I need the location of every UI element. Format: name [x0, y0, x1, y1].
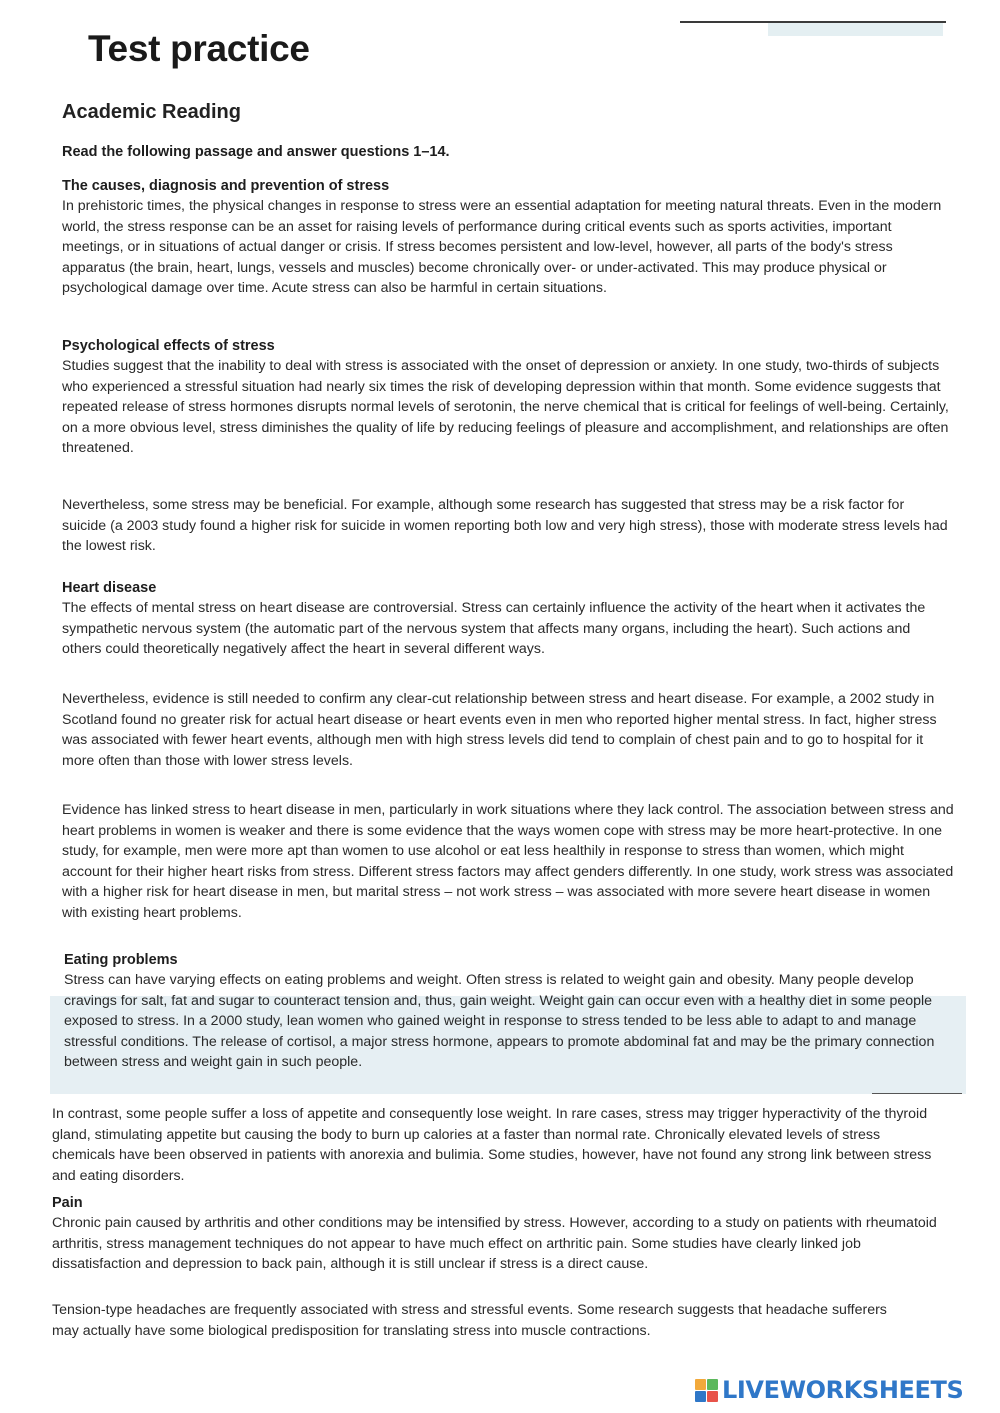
heading-heart-disease: Heart disease	[62, 580, 157, 596]
paragraph-causes-1: In prehistoric times, the physical changes in response to stress were an essential adaptation for meeting natural threats. Even in the modern world, the stress response can be an asset for raising levels of performance during critical events such as sports activities, important meetings, or in situations of actual danger or crisis. If stress becomes persistent and low-level, however, all parts of the body's stress apparatus (the brain, heart, lungs, vessels and muscles) become chronically over- or under-activated. This may produce physical or psychological damage over time. Acute stress can also be harmful in certain situations.	[62, 198, 942, 296]
page-title: Test practice	[88, 28, 310, 69]
heading-causes: The causes, diagnosis and prevention of stress	[62, 178, 390, 194]
paragraph-psychological-1: Studies suggest that the inability to deal with stress is associated with the onset of depression or anxiety. In one study, two-thirds of subjects who experienced a stressful situation had nearly six times the risk of developing depression within that month. Some evidence suggests that repeated release of stress hormones disrupts normal levels of serotonin, the nerve chemical that is critical for feelings of well-being. Certainly, on a more obvious level, stress diminishes the quality of life by reducing feelings of pleasure and accomplishment, and relationships are often threatened.	[62, 358, 949, 456]
paragraph-eating-2: In contrast, some people suffer a loss of appetite and consequently lose weight. In rare cases, stress may trigger hyperactivity of the thyroid gland, stimulating appetite but causing the body to burn up calories at a faster than normal rate. Chronically elevated levels of stress chemicals have been observed in patients with anorexia and bulimia. Some studies, however, have not found any strong link between stress and eating disorders.	[52, 1106, 932, 1184]
top-corner-tint	[768, 22, 943, 36]
paragraph-heart-2: Nevertheless, evidence is still needed to confirm any clear-cut relationship between stress and heart disease. For example, a 2002 study in Scotland found no greater risk for actual heart disease or heart events even in men who reported higher mental stress. In fact, higher stress was associated with fewer heart events, although men with high stress levels did tend to complain of chest pain and to go to hospital for it more often than those with lower stress levels.	[62, 691, 937, 769]
paragraph-eating-1: Stress can have varying effects on eating problems and weight. Often stress is related to weight gain and obesity. Many people develop cravings for salt, fat and sugar to counteract tension and, thus, gain weight. Weight gain can occur even with a healthy diet in some people exposed to stress. In a 2000 study, lean women who gained weight in response to stress tended to be less able to adapt to and manage stressful conditions. The release of cortisol, a major stress hormone, appears to promote abdominal fat and may be the primary connection between stress and weight gain in such people.	[64, 972, 935, 1070]
heading-eating-problems: Eating problems	[64, 952, 178, 968]
task-instruction: Read the following passage and answer questions 1–14.	[62, 144, 450, 160]
paragraph-heart-3: Evidence has linked stress to heart disease in men, particularly in work situations where they lack control. The association between stress and heart problems in women is weaker and there is some evidence that the ways women cope with stress may be more heart-protective. In one study, for example, men were more apt than women to use alcohol or eat less healthily in response to stress than women, which might account for their higher heart risks from stress. Different stress factors may affect genders differently. In one study, work stress was associated with a higher risk for heart disease in men, but marital stress – not work stress – was associated with more severe heart disease in women with existing heart problems.	[62, 802, 954, 921]
highlight-rule	[872, 1093, 962, 1094]
liveworksheets-logo	[695, 1376, 963, 1404]
paragraph-psychological-2: Nevertheless, some stress may be beneficial. For example, although some research has suggested that stress may be a risk factor for suicide (a 2003 study found a higher risk for suicide in women reporting both low and very high stress), those with moderate stress levels had the lowest risk.	[62, 497, 948, 554]
top-rule-divider	[680, 21, 946, 23]
paragraph-pain-1: Chronic pain caused by arthritis and other conditions may be intensified by stress. However, according to a study on patients with rheumatoid arthritis, stress management techniques do not appear to have much effect on arthritic pain. Some studies have clearly linked job dissatisfaction and depression to back pain, although it is still unclear if stress is a direct cause.	[52, 1215, 937, 1272]
paragraph-heart-1: The effects of mental stress on heart disease are controversial. Stress can certainly influence the activity of the heart when it activates the sympathetic nervous system (the automatic part of the nervous system that affects many organs, including the heart). Such actions and others could theoretically negatively affect the heart in several different ways.	[62, 600, 926, 657]
section-subtitle: Academic Reading	[62, 101, 241, 123]
heading-pain: Pain	[52, 1195, 83, 1211]
logo-wordmark: LIVEWORKSHEETS	[722, 1376, 964, 1404]
paragraph-pain-2: Tension-type headaches are frequently associated with stress and stressful events. Some research suggests that headache sufferers may actually have some biological predisposition for translating stress into muscle contractions.	[52, 1302, 887, 1339]
logo-mark-icon	[695, 1379, 718, 1402]
heading-psychological: Psychological effects of stress	[62, 338, 275, 354]
